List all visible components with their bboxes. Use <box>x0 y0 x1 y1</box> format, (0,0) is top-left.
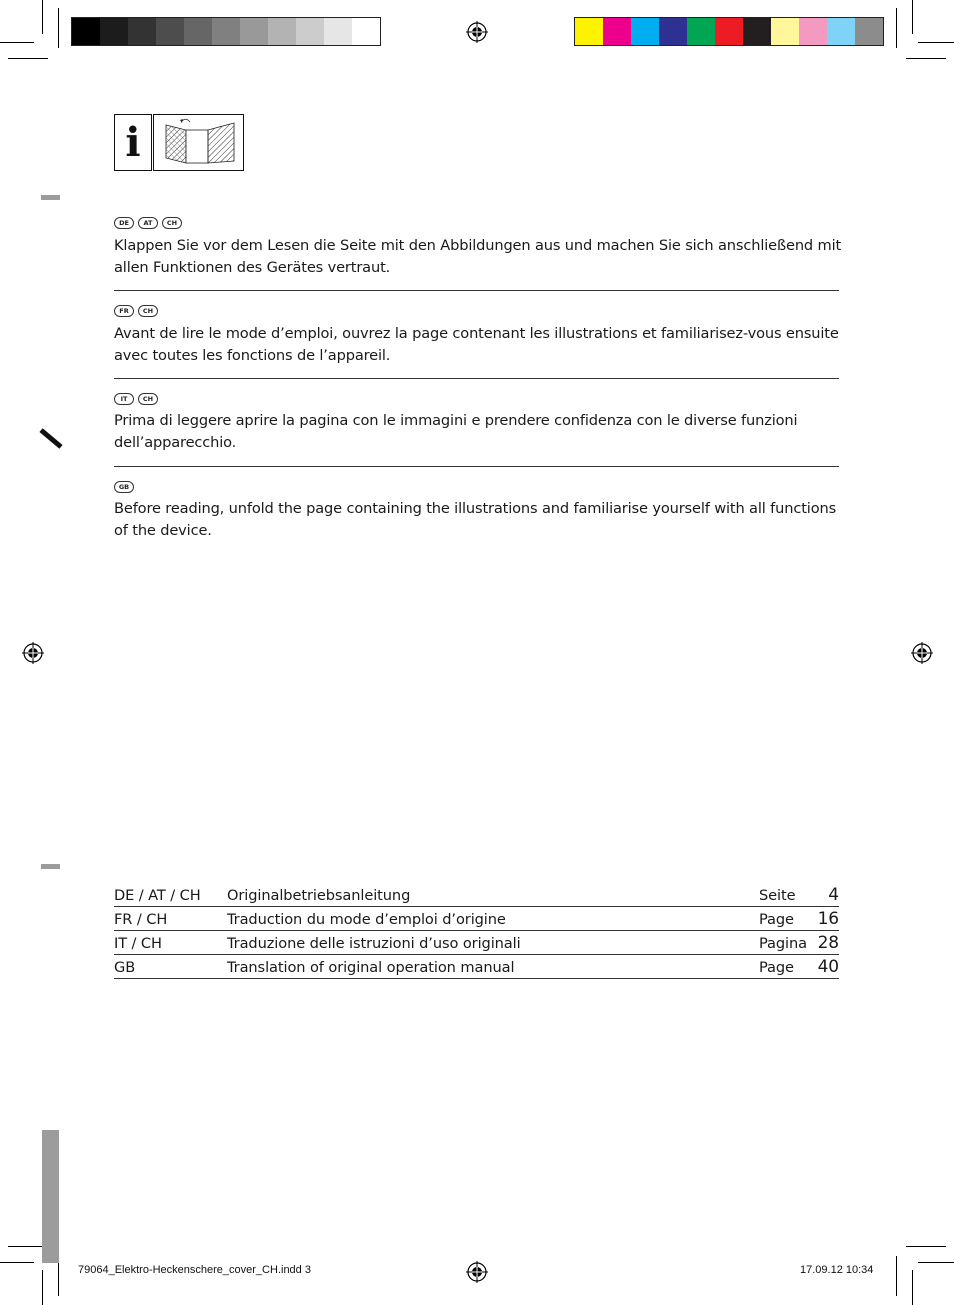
toc-page-number: 28 <box>817 933 839 953</box>
toc-page-number: 40 <box>817 957 839 977</box>
toc-title: Traduction du mode d’emploi d’origine <box>227 911 506 928</box>
language-badge: CH <box>162 217 182 229</box>
color-swatch <box>128 18 156 45</box>
registration-mark-icon <box>466 1261 488 1283</box>
toc-title: Traduzione delle istruzioni d’uso originali <box>227 935 521 952</box>
color-swatch <box>100 18 128 45</box>
language-badge: IT <box>114 393 134 405</box>
language-badge: DE <box>114 217 134 229</box>
grayscale-color-bar <box>71 17 381 46</box>
toc-page-label: Page <box>759 911 794 928</box>
color-swatch <box>603 18 631 45</box>
color-swatch <box>212 18 240 45</box>
color-swatch <box>575 18 603 45</box>
color-swatch <box>296 18 324 45</box>
toc-title: Originalbetriebsanleitung <box>227 887 411 904</box>
color-swatch <box>743 18 771 45</box>
toc-page-label: Seite <box>759 887 796 904</box>
toc-language: IT / CH <box>114 935 162 952</box>
color-swatch <box>184 18 212 45</box>
color-swatch <box>240 18 268 45</box>
language-badges <box>114 393 158 405</box>
footer-filename: 79064_Elektro-Heckenschere_cover_CH.indd 3 <box>78 1264 311 1276</box>
toc-row[interactable] <box>114 883 839 907</box>
side-tab-block <box>42 1130 59 1263</box>
section-text: Before reading, unfold the page containing the illustrations and familiarise yourself with all functions of the device. <box>114 500 837 539</box>
color-swatch <box>156 18 184 45</box>
toc-language: FR / CH <box>114 911 168 928</box>
language-badge: FR <box>114 305 134 317</box>
section-text: Prima di leggere aprire la pagina con le immagini e prendere confidenza con le diverse funzioni dell’apparecchio. <box>114 412 798 451</box>
table-of-contents <box>114 883 839 979</box>
section-text: Klappen Sie vor dem Lesen die Seite mit den Abbildungen aus und machen Sie sich anschließend mit allen Funktionen des Gerätes vertraut. <box>114 237 842 276</box>
color-swatch <box>715 18 743 45</box>
language-badges <box>114 305 158 317</box>
color-swatch <box>827 18 855 45</box>
info-icon: i <box>114 114 152 171</box>
registration-mark-icon <box>22 642 44 664</box>
toc-title: Translation of original operation manual <box>227 959 515 976</box>
color-swatch <box>855 18 883 45</box>
toc-row[interactable] <box>114 907 839 931</box>
color-swatch <box>799 18 827 45</box>
section-text: Avant de lire le mode d’emploi, ouvrez la page contenant les illustrations et familiarisez-vous ensuite avec toutes les fonctions de l’appareil. <box>114 325 839 364</box>
color-swatch <box>659 18 687 45</box>
registration-mark-icon <box>911 642 933 664</box>
toc-page-label: Page <box>759 959 794 976</box>
color-swatch <box>72 18 100 45</box>
toc-language: DE / AT / CH <box>114 887 201 904</box>
language-badge: CH <box>138 305 158 317</box>
toc-row[interactable] <box>114 955 839 979</box>
language-badges <box>114 217 182 229</box>
cmyk-color-bar <box>574 17 884 46</box>
toc-page-number: 16 <box>817 909 839 929</box>
color-swatch <box>352 18 380 45</box>
divider <box>114 290 839 291</box>
color-swatch <box>324 18 352 45</box>
color-swatch <box>631 18 659 45</box>
side-tab-marker <box>41 864 60 869</box>
divider <box>114 378 839 379</box>
toc-page-label: Pagina <box>759 935 807 952</box>
footer-date: 17.09.12 10:34 <box>800 1264 874 1276</box>
color-swatch <box>687 18 715 45</box>
fold-out-page-icon <box>153 114 244 171</box>
toc-language: GB <box>114 959 136 976</box>
language-badge: CH <box>138 393 158 405</box>
toc-page-number: 4 <box>828 885 839 905</box>
language-badge: GB <box>114 481 134 493</box>
toc-row[interactable] <box>114 931 839 955</box>
side-tab-marker <box>41 195 60 200</box>
divider <box>114 466 839 467</box>
language-badge: AT <box>138 217 158 229</box>
registration-mark-icon <box>466 21 488 43</box>
color-swatch <box>771 18 799 45</box>
language-badges <box>114 481 134 493</box>
color-swatch <box>268 18 296 45</box>
fold-mark <box>39 428 62 449</box>
